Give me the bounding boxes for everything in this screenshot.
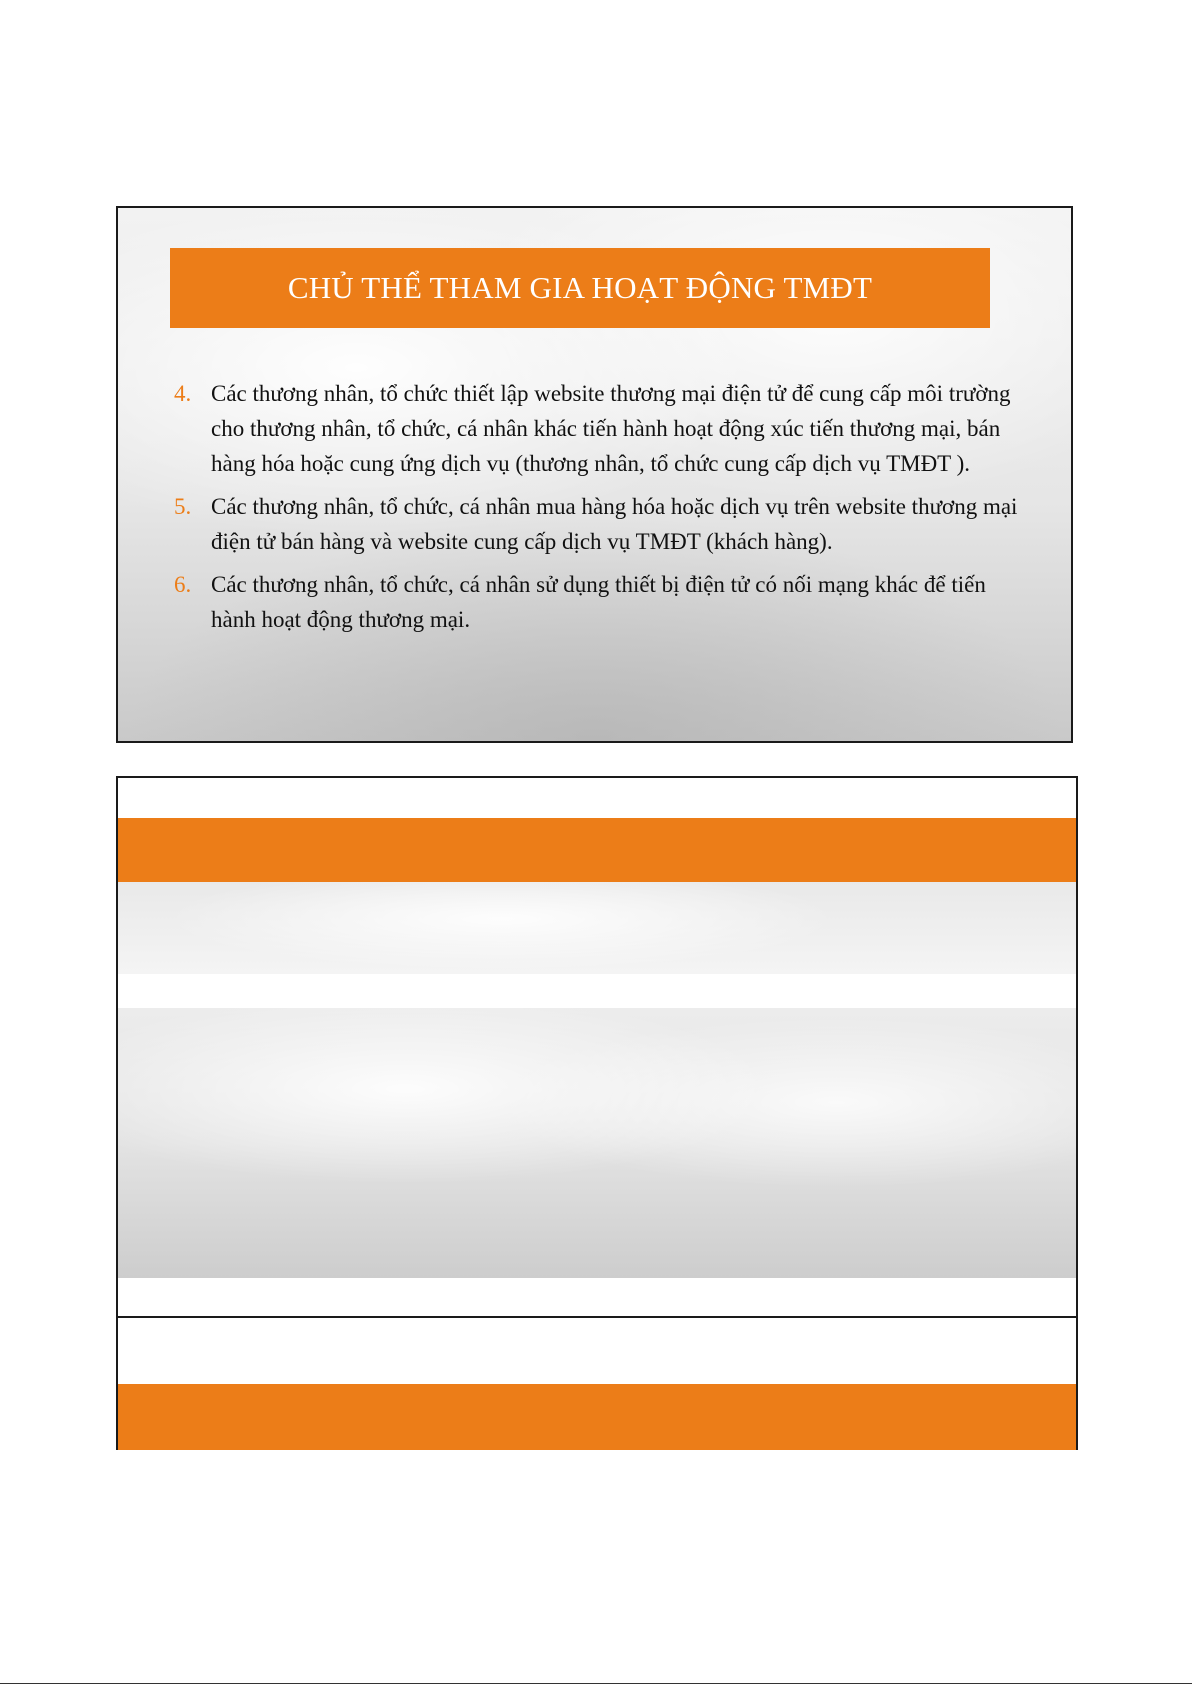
list-item (174, 376, 1034, 481)
list-item-text: Các thương nhân, tổ chức, cá nhân mua hàng hóa hoặc dịch vụ trên website thương mại điện tử bán hàng và website cung cấp dịch vụ TMĐT (khách hàng). (211, 494, 1018, 554)
slide-1 (116, 206, 1073, 743)
list-item-number: 6. (174, 572, 192, 597)
slide-3 (116, 1316, 1078, 1450)
slide-content (174, 376, 1034, 645)
slide-2 (116, 776, 1078, 1316)
page-bottom-rule (0, 1683, 1192, 1684)
slide-background-band (118, 882, 1076, 974)
list-item (174, 489, 1034, 559)
slide-title: CHỦ THỂ THAM GIA HOẠT ĐỘNG TMĐT (287, 270, 873, 305)
slide-background-band (118, 1008, 1076, 1278)
slide-title-bar (118, 818, 1076, 882)
list-item-text: Các thương nhân, tổ chức thiết lập website thương mại điện tử để cung cấp môi trường cho thương nhân, tổ chức, cá nhân khác tiến hành hoạt động xúc tiến thương mại, bán hàng hóa hoặc cung ứng dịch vụ (thương nhân, tổ chức cung cấp dịch vụ TMĐT ). (211, 381, 1011, 476)
slide-title-bar (170, 248, 990, 328)
list-item-text: Các thương nhân, tổ chức, cá nhân sử dụng thiết bị điện tử có nối mạng khác để tiến hành hoạt động thương mại. (211, 572, 986, 632)
list-item-number: 5. (174, 494, 192, 519)
list-item-number: 4. (174, 381, 192, 406)
list-item (174, 567, 1034, 637)
slide-title-bar (118, 1384, 1076, 1450)
